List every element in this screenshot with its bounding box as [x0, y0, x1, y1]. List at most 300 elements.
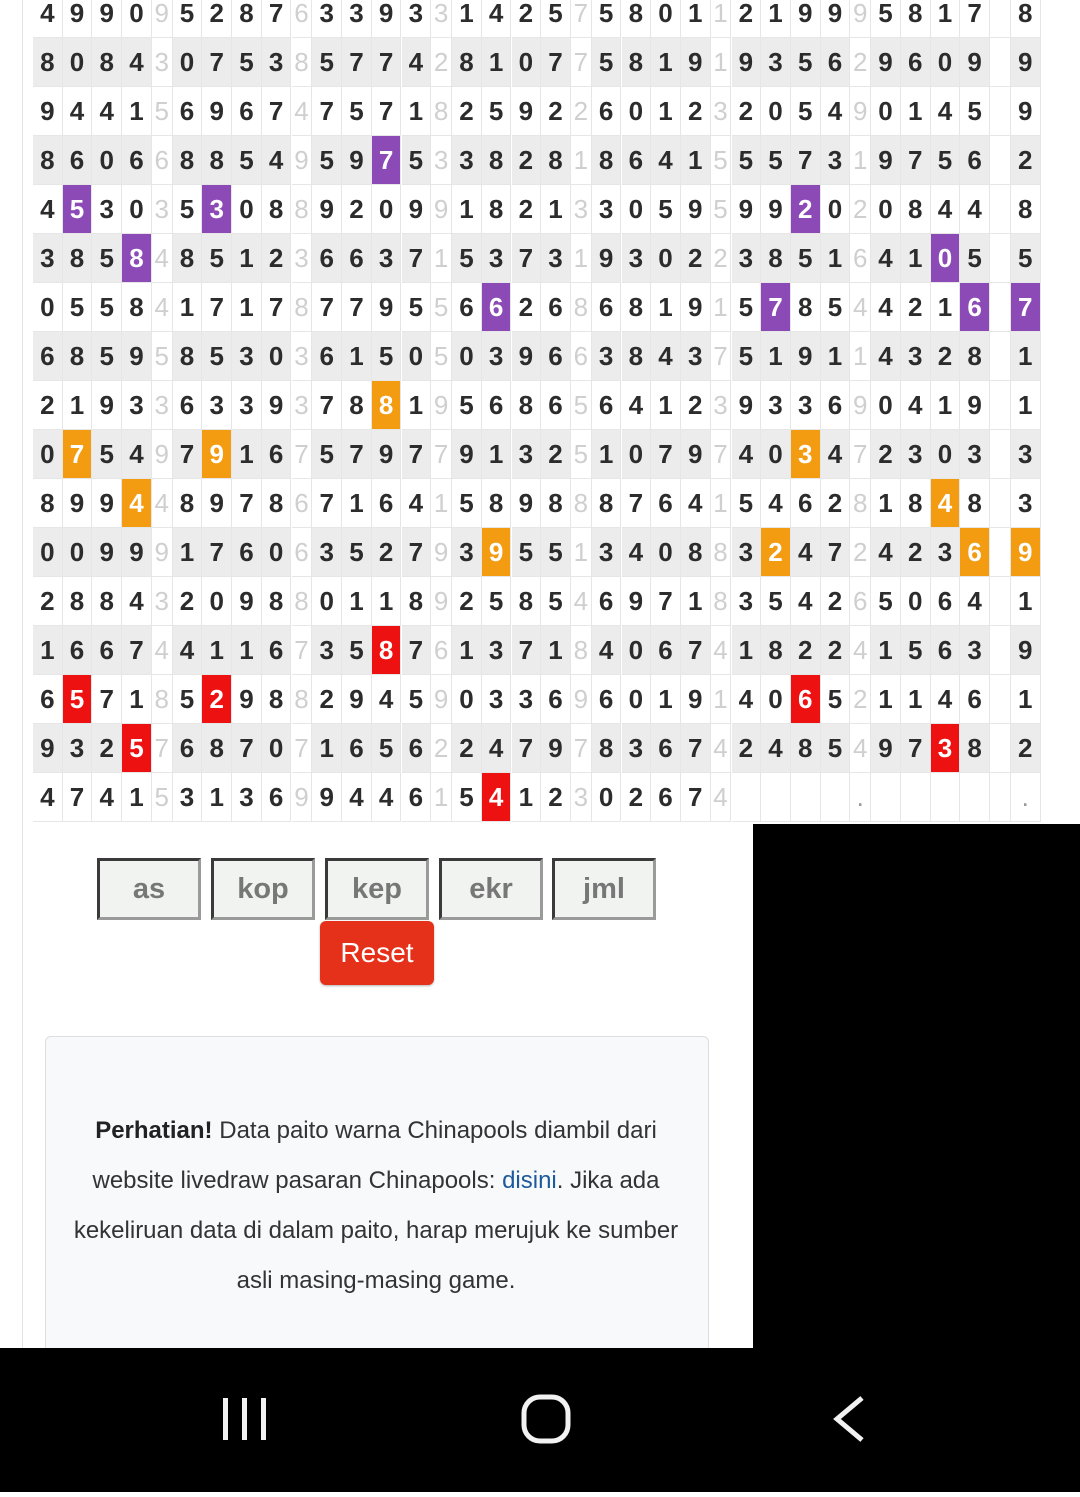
paito-digit: 1 — [821, 234, 851, 283]
paito-digit: 8 — [592, 136, 622, 185]
paito-digit: 9 — [122, 528, 152, 577]
paito-digit: 9 — [312, 773, 342, 822]
paito-digit: 0 — [622, 430, 652, 479]
paito-digit: 1 — [761, 0, 791, 38]
paito-digit: 5 — [732, 332, 762, 381]
paito-digit: 5 — [452, 479, 482, 528]
paito-digit: 6 — [651, 724, 681, 773]
paito-separator-digit: 1 — [711, 675, 732, 724]
paito-digit: 9 — [372, 283, 402, 332]
paito-digit — [960, 773, 990, 822]
paito-digit: . — [1011, 773, 1041, 822]
filter-button-as[interactable]: as — [97, 858, 201, 920]
paito-digit: 3 — [262, 38, 292, 87]
paito-digit: 4 — [402, 38, 432, 87]
paito-digit: 5 — [541, 577, 571, 626]
paito-digit: 7 — [402, 528, 432, 577]
paito-digit: 6 — [63, 626, 93, 675]
paito-digit: 7 — [512, 626, 542, 675]
paito-separator-digit: 7 — [292, 430, 313, 479]
paito-separator-digit: 3 — [292, 332, 313, 381]
paito-separator-digit: 5 — [571, 430, 592, 479]
paito-digit: 3 — [761, 38, 791, 87]
paito-separator-digit: 1 — [711, 0, 732, 38]
paito-digit: 6 — [960, 283, 990, 332]
paito-digit: 0 — [931, 38, 961, 87]
paito-digit: 9 — [821, 0, 851, 38]
paito-digit: 6 — [791, 479, 821, 528]
paito-digit: 8 — [202, 136, 232, 185]
paito-digit: 5 — [173, 185, 203, 234]
paito-digit: 2 — [761, 528, 791, 577]
paito-digit: 1 — [122, 773, 152, 822]
paito-separator-digit: 7 — [571, 724, 592, 773]
paito-separator-digit: 1 — [571, 234, 592, 283]
left-margin-strip — [0, 0, 23, 1348]
paito-digit: 1 — [871, 675, 901, 724]
paito-separator-digit: 9 — [292, 136, 313, 185]
paito-digit: 7 — [63, 430, 93, 479]
paito-digit: 6 — [312, 332, 342, 381]
paito-digit: 2 — [732, 87, 762, 136]
paito-digit: 6 — [232, 87, 262, 136]
paito-digit: 8 — [33, 38, 63, 87]
paito-digit: 3 — [232, 332, 262, 381]
filter-button-ekr[interactable]: ekr — [439, 858, 543, 920]
paito-digit — [732, 773, 762, 822]
paito-digit: 0 — [622, 675, 652, 724]
paito-digit: 8 — [122, 283, 152, 332]
paito-separator-digit: 3 — [431, 0, 452, 38]
paito-digit: 1 — [592, 430, 622, 479]
paito-digit: 5 — [202, 332, 232, 381]
paito-separator-digit: 2 — [850, 38, 871, 87]
paito-digit: 1 — [761, 332, 791, 381]
paito-separator-digit: 7 — [571, 0, 592, 38]
paito-digit — [901, 773, 931, 822]
paito-digit: 2 — [821, 577, 851, 626]
paito-digit: 6 — [592, 381, 622, 430]
paito-digit: 3 — [452, 528, 482, 577]
paito-digit: 5 — [732, 136, 762, 185]
paito-digit: 8 — [592, 724, 622, 773]
paito-digit: 1 — [871, 479, 901, 528]
paito-digit: 7 — [901, 136, 931, 185]
paito-separator-digit: 2 — [850, 528, 871, 577]
paito-digit: 9 — [871, 38, 901, 87]
paito-digit: 1 — [452, 185, 482, 234]
filter-button-jml[interactable]: jml — [552, 858, 656, 920]
paito-digit: 8 — [512, 381, 542, 430]
paito-separator-digit — [990, 87, 1011, 136]
recent-apps-button[interactable] — [144, 1348, 344, 1492]
back-button[interactable] — [748, 1348, 948, 1492]
paito-digit: 8 — [372, 626, 402, 675]
paito-digit: 3 — [901, 332, 931, 381]
paito-separator-digit: 3 — [571, 773, 592, 822]
paito-digit: 5 — [312, 430, 342, 479]
paito-digit: 0 — [651, 528, 681, 577]
paito-digit: 5 — [791, 87, 821, 136]
paito-separator-digit: 3 — [292, 381, 313, 430]
paito-row — [33, 283, 1080, 332]
filter-button-group — [97, 858, 657, 920]
paito-digit: 8 — [541, 479, 571, 528]
paito-digit: 5 — [541, 0, 571, 38]
paito-digit: 5 — [92, 234, 122, 283]
paito-digit: 2 — [541, 87, 571, 136]
paito-digit: 3 — [681, 332, 711, 381]
paito-digit: 6 — [651, 479, 681, 528]
paito-digit: 7 — [821, 528, 851, 577]
paito-separator-digit: 2 — [850, 675, 871, 724]
paito-digit: 9 — [232, 675, 262, 724]
paito-separator-digit: 9 — [431, 185, 452, 234]
paito-digit: 4 — [901, 381, 931, 430]
paito-digit: 1 — [1011, 381, 1041, 430]
paito-digit: 5 — [960, 234, 990, 283]
paito-digit: 4 — [960, 185, 990, 234]
paito-digit: 4 — [821, 87, 851, 136]
paito-digit: 8 — [482, 136, 512, 185]
paito-digit: 5 — [791, 38, 821, 87]
paito-separator-digit: 1 — [571, 136, 592, 185]
paito-digit: 2 — [541, 773, 571, 822]
paito-digit: 4 — [92, 773, 122, 822]
paito-separator-digit: 6 — [292, 479, 313, 528]
paito-digit: 3 — [931, 724, 961, 773]
paito-digit: 6 — [122, 136, 152, 185]
paito-digit: 2 — [173, 577, 203, 626]
paito-digit: 5 — [592, 0, 622, 38]
paito-digit: 6 — [33, 675, 63, 724]
paito-digit: 4 — [482, 724, 512, 773]
paito-digit: 8 — [512, 577, 542, 626]
paito-digit: 8 — [1011, 185, 1041, 234]
filter-button-kep[interactable]: kep — [325, 858, 429, 920]
paito-digit: 7 — [681, 724, 711, 773]
paito-digit: 3 — [202, 185, 232, 234]
paito-digit: 4 — [33, 0, 63, 38]
paito-digit: 1 — [931, 0, 961, 38]
paito-digit: 2 — [622, 773, 652, 822]
paito-separator-digit: 8 — [850, 479, 871, 528]
paito-digit: 8 — [202, 724, 232, 773]
paito-digit: 3 — [761, 381, 791, 430]
paito-digit: 8 — [791, 283, 821, 332]
paito-row — [33, 626, 1080, 675]
paito-digit: 8 — [173, 234, 203, 283]
paito-digit: 0 — [821, 185, 851, 234]
paito-digit: 4 — [931, 479, 961, 528]
paito-digit: 1 — [1011, 577, 1041, 626]
paito-separator-digit: 3 — [152, 577, 173, 626]
paito-digit: 4 — [33, 773, 63, 822]
paito-digit: 3 — [482, 332, 512, 381]
paito-digit: 6 — [821, 381, 851, 430]
paito-digit: 6 — [541, 283, 571, 332]
paito-digit: 2 — [791, 626, 821, 675]
paito-separator-digit: 5 — [152, 773, 173, 822]
paito-row — [33, 430, 1080, 479]
paito-digit: 7 — [312, 87, 342, 136]
paito-digit: 0 — [622, 87, 652, 136]
paito-separator-digit: 4 — [850, 724, 871, 773]
paito-separator-digit: 1 — [571, 528, 592, 577]
paito-digit: 9 — [681, 283, 711, 332]
paito-separator-digit: 9 — [152, 0, 173, 38]
paito-digit: 9 — [960, 38, 990, 87]
paito-digit: 8 — [342, 381, 372, 430]
paito-digit: 1 — [931, 283, 961, 332]
paito-digit: 7 — [512, 724, 542, 773]
paito-digit: 9 — [482, 528, 512, 577]
paito-separator-digit: 5 — [152, 87, 173, 136]
paito-separator-digit: 4 — [850, 283, 871, 332]
paito-separator-digit: 6 — [850, 577, 871, 626]
paito-separator-digit: 6 — [431, 626, 452, 675]
paito-digit: 1 — [1011, 332, 1041, 381]
paito-digit: 5 — [402, 283, 432, 332]
paito-separator-digit: 1 — [711, 283, 732, 332]
paito-separator-digit: 1 — [711, 479, 732, 528]
paito-digit: 9 — [681, 675, 711, 724]
paito-separator-digit — [990, 0, 1011, 38]
paito-digit: 9 — [791, 332, 821, 381]
paito-digit: 2 — [512, 283, 542, 332]
paito-digit: 8 — [761, 626, 791, 675]
paito-digit: 9 — [202, 87, 232, 136]
paito-digit: 0 — [262, 332, 292, 381]
paito-separator-digit: 1 — [431, 479, 452, 528]
home-icon — [446, 1348, 646, 1492]
paito-digit: 9 — [63, 0, 93, 38]
paito-separator-digit: 4 — [152, 283, 173, 332]
paito-digit: 5 — [63, 283, 93, 332]
paito-digit: 6 — [931, 577, 961, 626]
paito-digit: 1 — [482, 38, 512, 87]
paito-digit: 8 — [63, 234, 93, 283]
paito-digit: 8 — [33, 479, 63, 528]
paito-digit: 5 — [512, 528, 542, 577]
paito-digit: 9 — [452, 430, 482, 479]
paito-digit: 8 — [622, 332, 652, 381]
paito-digit: 5 — [92, 283, 122, 332]
paito-digit: 1 — [33, 626, 63, 675]
paito-digit: 9 — [681, 38, 711, 87]
paito-digit: 3 — [312, 0, 342, 38]
paito-digit: 9 — [372, 0, 402, 38]
paito-row — [33, 773, 1080, 822]
paito-separator-digit — [990, 234, 1011, 283]
paito-digit: 9 — [761, 185, 791, 234]
paito-digit: 0 — [372, 185, 402, 234]
paito-digit: 0 — [901, 577, 931, 626]
paito-separator-digit: 3 — [152, 381, 173, 430]
paito-separator-digit: 1 — [850, 136, 871, 185]
paito-separator-digit: 2 — [431, 38, 452, 87]
paito-digit: 8 — [592, 479, 622, 528]
paito-digit: 5 — [63, 185, 93, 234]
paito-separator-digit: 6 — [571, 332, 592, 381]
paito-digit: 6 — [791, 675, 821, 724]
paito-digit: 2 — [512, 185, 542, 234]
notice-text — [60, 1106, 692, 1306]
paito-digit: 7 — [232, 724, 262, 773]
paito-digit: 8 — [1011, 0, 1041, 38]
paito-digit: 4 — [122, 479, 152, 528]
paito-separator-digit: . — [850, 773, 871, 822]
paito-separator-digit: 7 — [431, 430, 452, 479]
paito-digit: 0 — [202, 577, 232, 626]
paito-digit: 0 — [173, 38, 203, 87]
paito-digit: 8 — [681, 528, 711, 577]
paito-digit: 8 — [262, 675, 292, 724]
paito-separator-digit — [990, 675, 1011, 724]
paito-digit: 5 — [901, 626, 931, 675]
paito-separator-digit: 3 — [431, 136, 452, 185]
paito-digit: 3 — [63, 724, 93, 773]
paito-digit: 8 — [541, 136, 571, 185]
paito-digit: 8 — [92, 577, 122, 626]
paito-digit: 0 — [33, 528, 63, 577]
paito-digit: 4 — [651, 332, 681, 381]
paito-separator-digit: 4 — [292, 87, 313, 136]
paito-digit: 3 — [791, 430, 821, 479]
paito-separator-digit: 9 — [571, 675, 592, 724]
paito-digit: 6 — [232, 528, 262, 577]
paito-digit: 5 — [931, 136, 961, 185]
paito-digit: 8 — [761, 234, 791, 283]
paito-digit: 7 — [312, 479, 342, 528]
paito-separator-digit: 2 — [571, 87, 592, 136]
paito-digit: 5 — [651, 185, 681, 234]
paito-digit: 3 — [512, 430, 542, 479]
paito-separator-digit: 3 — [571, 185, 592, 234]
paito-digit: 7 — [232, 479, 262, 528]
paito-digit: 7 — [312, 283, 342, 332]
home-button[interactable] — [446, 1348, 646, 1492]
paito-digit: 1 — [232, 626, 262, 675]
paito-digit: 1 — [372, 577, 402, 626]
source-link[interactable]: disini — [502, 1167, 557, 1194]
paito-digit: 1 — [173, 283, 203, 332]
paito-digit: 6 — [592, 675, 622, 724]
paito-digit: 4 — [681, 479, 711, 528]
paito-digit: 3 — [592, 185, 622, 234]
paito-digit: 1 — [122, 675, 152, 724]
paito-digit: 1 — [452, 626, 482, 675]
paito-digit — [821, 773, 851, 822]
paito-digit: 0 — [312, 577, 342, 626]
paito-digit: 6 — [960, 136, 990, 185]
paito-digit: 0 — [452, 332, 482, 381]
paito-digit: 4 — [761, 724, 791, 773]
paito-digit: 7 — [1011, 283, 1041, 332]
paito-separator-digit: 6 — [850, 234, 871, 283]
paito-digit: 3 — [452, 136, 482, 185]
paito-digit: 6 — [173, 724, 203, 773]
paito-digit: 9 — [342, 675, 372, 724]
paito-row — [33, 479, 1080, 528]
paito-digit: 5 — [402, 136, 432, 185]
paito-digit: 2 — [1011, 136, 1041, 185]
paito-digit: 4 — [651, 136, 681, 185]
paito-separator-digit: 8 — [292, 577, 313, 626]
paito-digit: 6 — [342, 234, 372, 283]
paito-separator-digit: 8 — [571, 283, 592, 332]
paito-digit: 8 — [960, 724, 990, 773]
paito-digit: 1 — [342, 479, 372, 528]
paito-digit: 3 — [960, 626, 990, 675]
paito-digit — [761, 773, 791, 822]
paito-digit: 5 — [232, 38, 262, 87]
paito-separator-digit: 8 — [711, 577, 732, 626]
paito-separator-digit: 7 — [850, 430, 871, 479]
paito-digit: 9 — [791, 0, 821, 38]
paito-digit: 5 — [821, 283, 851, 332]
paito-separator-digit: 5 — [431, 332, 452, 381]
paito-separator-digit — [990, 626, 1011, 675]
paito-digit: 6 — [482, 381, 512, 430]
paito-digit: 3 — [931, 528, 961, 577]
paito-digit: 4 — [871, 332, 901, 381]
paito-digit: 6 — [622, 136, 652, 185]
filter-button-kop[interactable]: kop — [211, 858, 315, 920]
paito-digit: 6 — [262, 430, 292, 479]
reset-button[interactable]: Reset — [320, 921, 434, 985]
paito-digit: 7 — [761, 283, 791, 332]
paito-digit: 6 — [901, 38, 931, 87]
paito-digit: 7 — [372, 87, 402, 136]
paito-digit: 4 — [482, 773, 512, 822]
paito-digit: 9 — [732, 38, 762, 87]
paito-separator-digit — [990, 185, 1011, 234]
paito-digit: 4 — [63, 87, 93, 136]
paito-separator-digit: 9 — [152, 528, 173, 577]
paito-digit: 2 — [33, 381, 63, 430]
paito-digit: 3 — [732, 528, 762, 577]
paito-separator-digit: 5 — [571, 381, 592, 430]
paito-digit: 5 — [871, 577, 901, 626]
paito-digit: 3 — [901, 430, 931, 479]
paito-digit: 0 — [592, 773, 622, 822]
paito-digit: 6 — [960, 675, 990, 724]
paito-digit: 1 — [901, 675, 931, 724]
paito-digit: 3 — [512, 675, 542, 724]
paito-digit: 5 — [63, 675, 93, 724]
notice-body-start: Data paito warna Chinapools diambil dari website livedraw pasaran Chinapools: — [92, 1117, 657, 1194]
paito-digit: 7 — [681, 773, 711, 822]
paito-digit: 0 — [402, 332, 432, 381]
paito-digit: 7 — [681, 626, 711, 675]
paito-digit — [791, 773, 821, 822]
paito-digit: 8 — [901, 0, 931, 38]
paito-digit: 4 — [173, 626, 203, 675]
paito-digit: 2 — [1011, 724, 1041, 773]
paito-digit: 5 — [871, 0, 901, 38]
paito-digit: 1 — [681, 577, 711, 626]
paito-digit: 0 — [232, 185, 262, 234]
paito-digit: 3 — [232, 381, 262, 430]
paito-digit: 7 — [372, 136, 402, 185]
paito-digit: 1 — [232, 430, 262, 479]
paito-row — [33, 0, 1080, 38]
paito-digit: 5 — [402, 675, 432, 724]
paito-digit: 7 — [312, 381, 342, 430]
paito-row — [33, 234, 1080, 283]
paito-digit: 9 — [681, 185, 711, 234]
